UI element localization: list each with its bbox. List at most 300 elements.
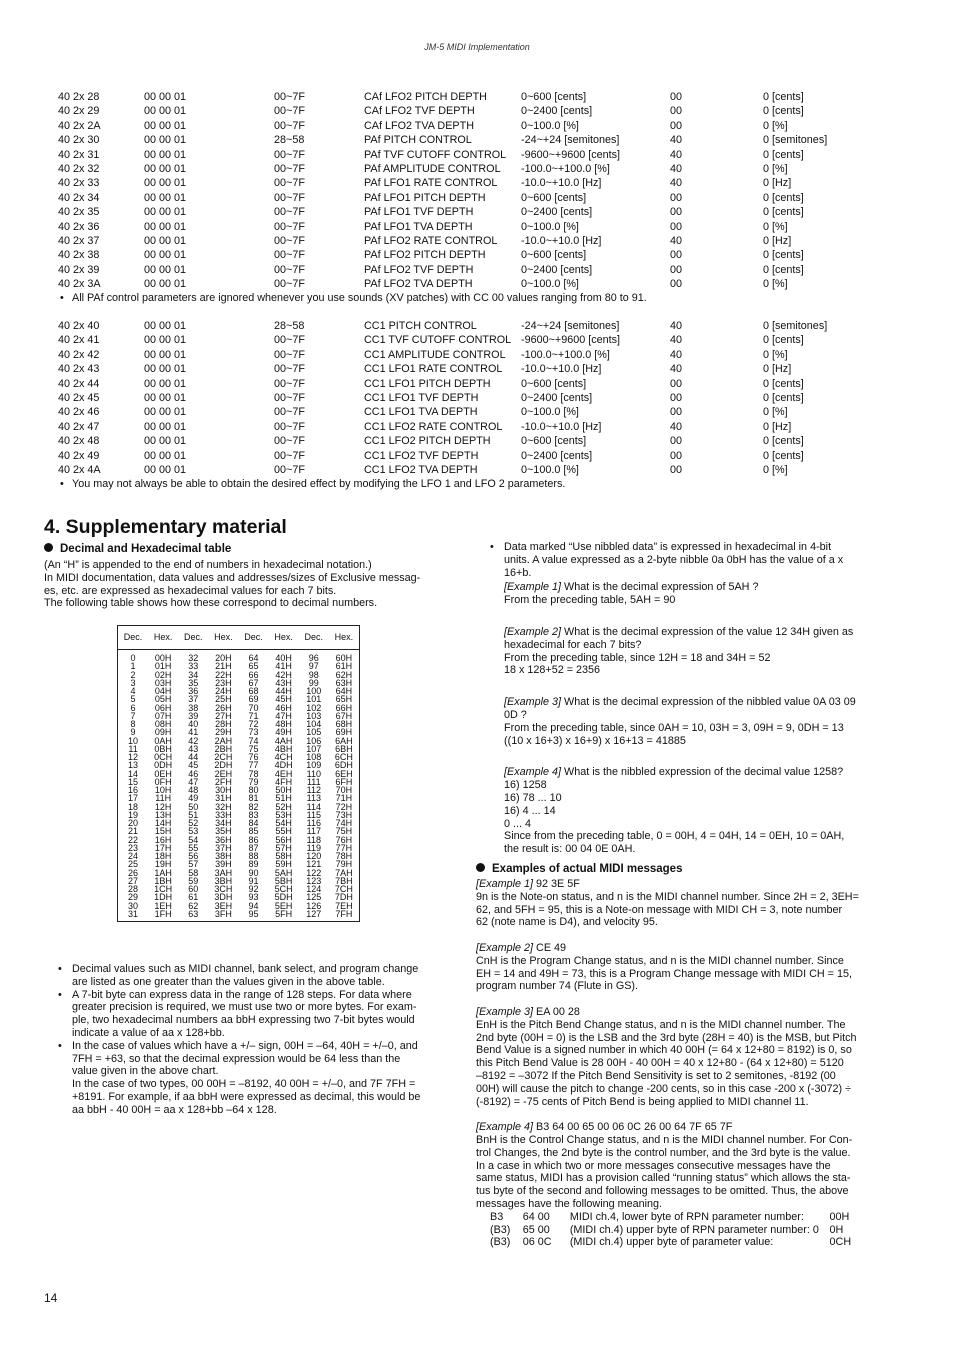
example-label: [Example 4] xyxy=(504,766,562,779)
hex-value: 22H xyxy=(215,669,232,680)
running-header: JM-5 MIDI Implementation xyxy=(424,42,530,52)
param-cell: 40 xyxy=(670,177,683,190)
dec-value: 35 xyxy=(188,677,199,688)
param-row xyxy=(58,362,858,376)
hex-value: 67H xyxy=(335,710,353,721)
param-cell: 40 2x 45 xyxy=(58,391,100,404)
dec-value: 127 xyxy=(306,908,322,919)
dec-column xyxy=(299,654,329,918)
param-cell: 0~2400 [cents] xyxy=(521,391,593,404)
hex-value: 66H xyxy=(335,702,353,713)
note-line: units. A value expressed as a 2-byte nibble 0a 0bH has the value of a x xyxy=(504,553,844,566)
hex-value: 2AH xyxy=(214,735,233,746)
hex-value: 5DH xyxy=(274,892,293,903)
param-row xyxy=(58,463,858,477)
param-cell: 00 00 01 xyxy=(144,377,187,390)
note-line: +8191. For example, if aa bbH were expressed as decimal, this would be xyxy=(72,1090,421,1103)
param-cell: 00 00 01 xyxy=(144,348,187,361)
param-cell: 0 [semitones] xyxy=(763,320,828,332)
param-cell: -100.0~+100.0 [%] xyxy=(521,348,610,361)
param-cell: 00 xyxy=(670,449,683,462)
hex-value: 2CH xyxy=(214,752,233,762)
example-line: From the preceding table, 5AH = 90 xyxy=(504,594,676,607)
param-cell: 00~7F xyxy=(274,363,305,376)
dec-value: 125 xyxy=(306,892,322,903)
param-cell: 0 [cents] xyxy=(763,191,804,204)
dec-value: 68 xyxy=(248,686,259,696)
param-cell: CAf LFO2 PITCH DEPTH xyxy=(364,91,487,103)
param-cell: 40 xyxy=(670,420,683,433)
param-cell: 00 xyxy=(670,263,683,276)
param-cell: 0 [%] xyxy=(763,119,788,132)
hex-value: 72H xyxy=(335,801,353,812)
dec-value: 116 xyxy=(306,818,321,828)
param-cell: 00 xyxy=(670,220,683,233)
hex-value: 01H xyxy=(154,661,172,672)
dec-value: 121 xyxy=(306,859,322,870)
param-cell: 00 00 01 xyxy=(144,191,187,204)
param-cell: 0 [cents] xyxy=(763,435,804,448)
hex-value: 3BH xyxy=(214,875,233,886)
hex-value: 43H xyxy=(275,677,292,688)
hex-value: 04H xyxy=(154,686,172,696)
param-cell: 0 [%] xyxy=(763,406,788,419)
param-row xyxy=(58,333,858,347)
dec-column xyxy=(239,654,269,918)
dec-value: 53 xyxy=(188,826,199,837)
hex-value: 39H xyxy=(215,859,232,870)
dec-value: 38 xyxy=(188,702,199,713)
hex-value: 10H xyxy=(154,785,172,795)
nibble-bullet xyxy=(476,541,868,579)
param-cell: 00 xyxy=(670,463,683,476)
dec-value: 86 xyxy=(248,834,259,845)
midi-examples-subhead: Examples of actual MIDI messages xyxy=(476,861,682,877)
param-cell: 0 [semitones] xyxy=(763,134,828,147)
hex-value: 47H xyxy=(275,710,292,721)
hex-value: 65H xyxy=(335,694,353,705)
rpn-cell: (MIDI ch.4) upper byte of parameter value: xyxy=(569,1236,774,1249)
example-label: [Example 1] xyxy=(504,581,562,594)
param-cell: 40 xyxy=(670,363,683,376)
dec-value: 83 xyxy=(248,809,259,820)
param-cell: PAf LFO1 TVF DEPTH xyxy=(364,206,474,219)
param-cell: 0 [cents] xyxy=(763,449,804,462)
nibbled-data-note xyxy=(476,541,868,579)
param-cell: -24~+24 [semitones] xyxy=(521,320,620,332)
param-cell: 40 2x 30 xyxy=(58,134,100,147)
param-cell: 00 xyxy=(670,91,683,103)
example-label: [Example 2] xyxy=(476,941,534,954)
example-line: hexadecimal for each 7 bits? xyxy=(504,638,642,651)
hex-value: 68H xyxy=(335,719,353,729)
param-cell: 00 xyxy=(670,191,683,204)
param-cell: 00~7F xyxy=(274,263,305,276)
example-line: 0 ... 4 xyxy=(504,817,532,830)
dec-value: 70 xyxy=(248,702,259,713)
hex-value: 15H xyxy=(154,826,172,837)
hex-value: 1AH xyxy=(154,867,172,878)
midi-message-examples xyxy=(476,878,868,1249)
hex-value: 34H xyxy=(215,818,232,828)
dec-value: 90 xyxy=(248,867,259,878)
rpn-cell: B3 xyxy=(490,1210,504,1223)
param-cell: 0~600 [cents] xyxy=(521,435,587,448)
param-note: • All PAf control parameters are ignored whenever you use sounds (XV patches) with CC 00 values ranging from 80 to 91. xyxy=(58,291,858,305)
hex-column xyxy=(269,654,299,918)
dec-value: 118 xyxy=(306,834,321,845)
hex-value: 79H xyxy=(335,859,353,870)
intro-line: es, etc. are expressed as hexadecimal values for each 7 bits. xyxy=(44,584,337,597)
param-cell: 0~600 [cents] xyxy=(521,249,587,262)
note-line: • Decimal values such as MIDI channel, bank select, and program change xyxy=(72,963,419,975)
example-line: In a case in which two or more messages consecutive messages have the xyxy=(476,1159,831,1172)
param-row xyxy=(58,263,858,277)
param-cell: CC1 PITCH CONTROL xyxy=(364,320,477,332)
param-cell: 00 xyxy=(670,119,683,132)
dec-value: 66 xyxy=(248,669,259,680)
dec-value: 15 xyxy=(128,776,139,787)
param-cell: 40 xyxy=(670,234,683,247)
dec-value: 100 xyxy=(306,686,322,696)
hex-value: 28H xyxy=(215,719,232,729)
param-cell: 00 00 01 xyxy=(144,449,187,462)
param-cell: 0~600 [cents] xyxy=(521,377,587,390)
dec-value: 114 xyxy=(306,801,321,812)
param-cell: 0 [cents] xyxy=(763,263,804,276)
param-row xyxy=(58,434,858,448)
hex-value: 27H xyxy=(215,710,232,721)
param-cell: 00 xyxy=(670,249,683,262)
hex-value: 05H xyxy=(154,694,172,705)
param-cell: 00 xyxy=(670,206,683,219)
dec-value: 77 xyxy=(248,760,259,771)
param-cell: 0~100.0 [%] xyxy=(521,220,579,233)
dec-value: 54 xyxy=(188,834,199,845)
column-header: Dec. xyxy=(244,632,263,642)
example-block xyxy=(476,1121,868,1211)
page-number: 14 xyxy=(44,1291,58,1305)
param-cell: -10.0~+10.0 [Hz] xyxy=(521,363,602,376)
hex-value: 58H xyxy=(275,851,292,861)
example-block xyxy=(476,696,868,747)
hex-value: 77H xyxy=(335,842,353,853)
dec-value: 95 xyxy=(248,908,259,919)
hex-value: 14H xyxy=(154,818,172,828)
hex-value: 0DH xyxy=(154,760,173,771)
hex-value: 17H xyxy=(154,842,172,853)
column-header: Hex. xyxy=(153,632,173,642)
hex-value: 6DH xyxy=(334,760,353,771)
example-text: What is the decimal expression of the nibbled value 0A 03 09 xyxy=(561,696,856,709)
column-header: Dec. xyxy=(123,632,143,642)
param-cell: 40 2x 29 xyxy=(58,105,100,118)
param-cell: 40 2x 47 xyxy=(58,420,100,433)
note-bullet xyxy=(44,963,439,989)
hex-value: 4FH xyxy=(275,776,293,787)
decimal-hex-intro xyxy=(44,559,439,610)
example-label: [Example 3] xyxy=(476,1005,534,1018)
hex-value: 08H xyxy=(154,719,172,729)
param-cell: 40 2x 35 xyxy=(58,206,100,219)
param-cell: 00~7F xyxy=(274,191,305,204)
dec-value: 28 xyxy=(128,884,139,894)
hex-value: 56H xyxy=(275,834,292,845)
dec-value: 84 xyxy=(248,818,259,828)
example-line: same status, MIDI has a provision called “running status” which allows the sta- xyxy=(476,1172,851,1185)
param-cell: 00~7F xyxy=(274,234,305,247)
example-line: tus byte of the second and following messages to be omitted. Thus, the above xyxy=(476,1185,849,1198)
dec-value: 61 xyxy=(188,892,199,903)
hex-value: 3FH xyxy=(214,908,232,919)
example-line: this Pitch Bend Value is 28 00H - 40 00H = 40 x 12+80 - (64 x 12+80) = 5120 xyxy=(476,1057,844,1070)
dec-value: 47 xyxy=(188,776,199,787)
example-line: 2nd byte (00H = 0) is the LSB and the 3rd byte (28H = 40) is the MSB, but Pitch xyxy=(476,1031,857,1044)
hex-value: 0CH xyxy=(154,752,173,762)
hex-value: 2BH xyxy=(214,743,233,754)
param-cell: 00 xyxy=(670,391,683,404)
example-block xyxy=(476,626,868,677)
dec-value: 17 xyxy=(128,793,139,804)
note-line: indicate a value of aa x 128+bb. xyxy=(72,1026,225,1039)
example-label: [Example 1] xyxy=(476,878,534,890)
dec-value: 59 xyxy=(188,875,199,886)
param-row xyxy=(58,277,858,291)
hex-value: 00H xyxy=(154,653,172,663)
param-cell: CAf LFO2 TVA DEPTH xyxy=(364,119,474,132)
hex-value: 1DH xyxy=(154,892,173,903)
dec-value: 14 xyxy=(128,768,139,779)
param-cell: 40 2x 49 xyxy=(58,449,100,462)
param-cell: 40 2x 28 xyxy=(58,91,100,103)
hex-value: 1BH xyxy=(154,875,172,886)
dec-value: 33 xyxy=(188,661,199,672)
rpn-row xyxy=(476,1211,868,1224)
hex-value: 52H xyxy=(275,801,292,812)
hex-value: 19H xyxy=(154,859,172,870)
param-cell: 40 2x 36 xyxy=(58,220,100,233)
example-line: 9n is the Note-on status, and n is the MIDI channel number. Since 2H = 2, 3EH= xyxy=(476,890,859,903)
param-cell: PAf PITCH CONTROL xyxy=(364,134,472,147)
dec-value: 9 xyxy=(130,727,136,738)
dec-value: 27 xyxy=(128,875,139,886)
hex-value: 70H xyxy=(335,785,353,795)
dec-value: 92 xyxy=(248,884,259,894)
param-cell: CC1 LFO2 RATE CONTROL xyxy=(364,420,503,433)
note-line: aa bbH - 40 00H = aa x 128+bb –64 x 128. xyxy=(72,1103,277,1116)
param-cell: 0~2400 [cents] xyxy=(521,105,593,118)
note-bullet xyxy=(44,989,439,1040)
dec-value: 42 xyxy=(188,735,199,746)
dec-column xyxy=(178,654,208,918)
example-first-line xyxy=(476,942,868,955)
param-cell: 0~2400 [cents] xyxy=(521,449,593,462)
param-cell: -9600~+9600 [cents] xyxy=(521,334,621,347)
dec-value: 62 xyxy=(188,900,199,911)
hex-value: 30H xyxy=(215,785,232,795)
rpn-cell: (MIDI ch.4) upper byte of RPN parameter number: 0 xyxy=(569,1223,819,1236)
param-cell: 40 xyxy=(670,334,683,347)
table-body xyxy=(118,650,359,921)
hex-value: 4BH xyxy=(274,743,293,754)
hex-value: 1EH xyxy=(154,900,172,911)
dec-value: 19 xyxy=(128,809,139,820)
hex-value: 35H xyxy=(215,826,232,837)
hex-value: 45H xyxy=(275,694,292,705)
hex-value: 51H xyxy=(275,793,292,804)
hex-value: 71H xyxy=(335,793,353,804)
param-row xyxy=(58,377,858,391)
hex-value: 4DH xyxy=(274,760,293,771)
example-label: [Example 3] xyxy=(504,696,562,709)
hex-value: 20H xyxy=(215,653,232,663)
example-text: CE 49 xyxy=(533,941,567,954)
dec-value: 3 xyxy=(130,677,136,688)
param-cell: 28~58 xyxy=(274,320,305,332)
param-cell: 00 xyxy=(670,105,683,118)
dec-value: 41 xyxy=(188,727,199,738)
hex-value: 21H xyxy=(215,661,232,672)
param-cell: -9600~+9600 [cents] xyxy=(521,148,621,161)
param-cell: -10.0~+10.0 [Hz] xyxy=(521,420,602,433)
param-cell: 40 2x 40 xyxy=(58,320,100,332)
dec-value: 102 xyxy=(306,702,322,713)
dec-value: 22 xyxy=(128,834,139,845)
column-header: Hex. xyxy=(334,632,354,642)
dec-value: 76 xyxy=(248,752,259,762)
param-cell: 0 [cents] xyxy=(763,391,804,404)
dec-value: 122 xyxy=(306,867,322,878)
example-line: trol Changes, the 2nd byte is the control number, and the 3rd byte is the value. xyxy=(476,1146,851,1159)
dec-value: 31 xyxy=(128,908,139,919)
param-cell: 00 00 01 xyxy=(144,406,187,419)
param-cell: 00 00 01 xyxy=(144,463,187,476)
example-label: [Example 4] xyxy=(476,1121,534,1134)
dec-value: 105 xyxy=(306,727,322,738)
hex-value: 4EH xyxy=(274,768,293,779)
rpn-row xyxy=(476,1236,868,1249)
dec-value: 71 xyxy=(248,710,259,721)
note-line: ple, two hexadecimal numbers aa bbH expressing two 7-bit bytes would xyxy=(72,1014,415,1027)
dec-value: 99 xyxy=(308,677,319,688)
param-cell: 00 00 01 xyxy=(144,435,187,448)
dec-value: 109 xyxy=(306,760,322,771)
param-cell: 40 xyxy=(670,148,683,161)
param-cell: 00 00 01 xyxy=(144,278,187,291)
example-line: 16) 4 ... 14 xyxy=(504,804,556,817)
param-cell: 0 [cents] xyxy=(763,91,804,103)
dec-value: 57 xyxy=(188,859,199,870)
hex-value: 31H xyxy=(215,793,232,804)
param-cell: 00~7F xyxy=(274,377,305,390)
column-header: Hex. xyxy=(214,632,233,642)
example-line: 0D ? xyxy=(504,708,527,721)
param-cell: 0 [cents] xyxy=(763,206,804,219)
param-cell: 28~58 xyxy=(274,134,305,147)
example-text: B3 64 00 65 00 06 0C 26 00 64 7F 65 7F xyxy=(533,1121,733,1134)
example-text: What is the nibbled expression of the decimal value 1258? xyxy=(561,766,844,779)
dec-value: 49 xyxy=(188,793,199,804)
hex-value: 6CH xyxy=(334,752,353,762)
right-column xyxy=(476,541,868,1249)
param-cell: 40 xyxy=(670,134,683,147)
dec-value: 30 xyxy=(128,900,139,911)
hex-value: 25H xyxy=(215,694,232,705)
hex-value: 7BH xyxy=(335,875,353,886)
dec-value: 110 xyxy=(306,768,321,779)
example-line: EnH is the Pitch Bend Change status, and n is the MIDI channel number. The xyxy=(476,1018,846,1031)
column-header: Hex. xyxy=(274,632,293,642)
param-cell: 0 [%] xyxy=(763,348,788,361)
param-cell: CAf LFO2 TVF DEPTH xyxy=(364,105,475,118)
param-row xyxy=(58,176,858,190)
hex-value: 48H xyxy=(275,719,292,729)
hex-value: 03H xyxy=(154,677,172,688)
hex-value: 64H xyxy=(335,686,353,696)
dec-value: 117 xyxy=(306,826,321,837)
param-cell: 00~7F xyxy=(274,206,305,219)
decimal-hex-notes xyxy=(44,963,439,1117)
example-line: From the preceding table, since 0AH = 10, 03H = 3, 09H = 9, 0DH = 13 xyxy=(504,721,844,734)
hex-value: 11H xyxy=(155,793,172,804)
param-cell: 00~7F xyxy=(274,406,305,419)
dec-value: 73 xyxy=(248,727,259,738)
hex-value: 5BH xyxy=(274,875,293,886)
example-text: What is the decimal expression of 5AH ? xyxy=(561,581,759,594)
section-title: 4. Supplementary material xyxy=(44,516,287,538)
example-line: the result is: 00 04 0E 0AH. xyxy=(504,843,636,856)
param-cell: 00~7F xyxy=(274,162,305,175)
dec-value: 18 xyxy=(128,801,139,812)
hex-value: 06H xyxy=(154,702,172,713)
dec-value: 13 xyxy=(128,760,139,771)
hex-value: 13H xyxy=(154,809,172,820)
rpn-row xyxy=(476,1224,868,1237)
param-cell: 0~2400 [cents] xyxy=(521,263,593,276)
param-row xyxy=(58,133,858,147)
hex-value: 55H xyxy=(275,826,292,837)
param-cell: 0~100.0 [%] xyxy=(521,463,579,476)
hex-value: 1FH xyxy=(154,908,172,919)
hex-value: 62H xyxy=(335,669,353,680)
hex-value: 3DH xyxy=(214,892,233,903)
hex-value: 44H xyxy=(275,686,292,696)
param-cell: 00 00 01 xyxy=(144,220,187,233)
rpn-cell: 00H xyxy=(829,1210,850,1223)
decimal-hex-table xyxy=(117,625,360,922)
dec-value: 12 xyxy=(128,752,139,762)
param-cell: 00~7F xyxy=(274,105,305,118)
dec-value: 46 xyxy=(188,768,199,779)
param-cell: PAf LFO1 PITCH DEPTH xyxy=(364,191,486,204)
dec-value: 93 xyxy=(248,892,259,903)
param-cell: 00 00 01 xyxy=(144,249,187,262)
param-cell: 0 [cents] xyxy=(763,148,804,161)
note-line: • In the case of values which have a +/– sign, 00H = –64, 40H = +/–0, and xyxy=(72,1039,418,1052)
param-row xyxy=(58,162,858,176)
hex-value: 2FH xyxy=(214,776,232,787)
dec-value: 79 xyxy=(248,776,259,787)
dec-value: 51 xyxy=(188,809,199,820)
dec-value: 43 xyxy=(188,743,199,754)
hex-value: 3EH xyxy=(214,900,233,911)
dec-value: 34 xyxy=(188,669,199,680)
param-cell: 0 [%] xyxy=(763,278,788,291)
dec-value: 82 xyxy=(248,801,259,812)
dec-value: 21 xyxy=(128,826,139,837)
param-cell: 0~100.0 [%] xyxy=(521,119,579,132)
hex-value: 60H xyxy=(335,653,353,663)
